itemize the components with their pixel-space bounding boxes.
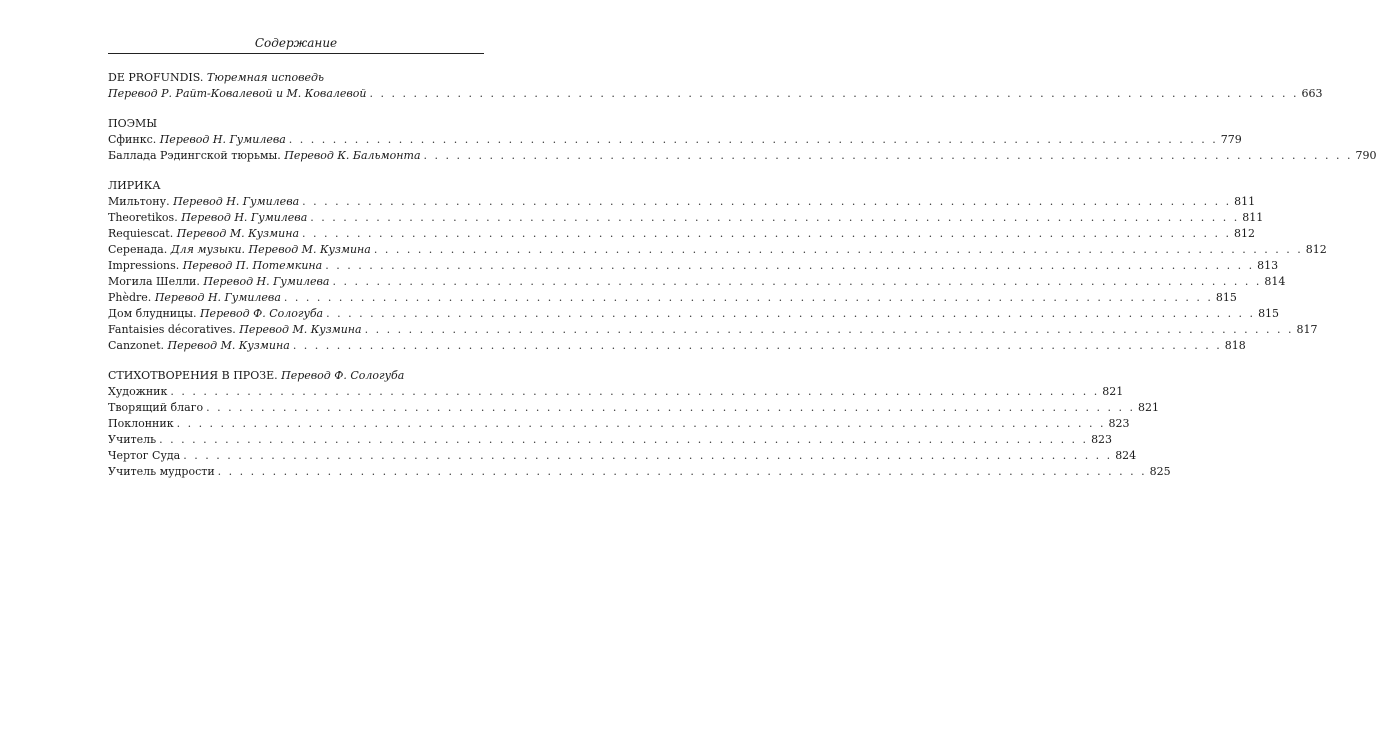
page-number: 811 [1234,195,1256,208]
entry-title: Canzonet. [108,339,168,352]
entry-title: Учитель [108,433,157,446]
leader-dots: . . . . . . . . . . . . . . . . . . . . . . . . . . . . . . . . . . . . . . . . . . . . . . . . . . . . . . . . . . . . . . . . . . . . . . . . . . . . . . . . . . . . . [288,133,1218,146]
entry-title: Дом блудницы. [108,307,200,320]
section-lyrics [108,178,1327,354]
page-number: 815 [1215,291,1237,304]
entry-translator: Перевод Н. Гумилева [154,291,281,304]
entry-title: Серенада. [108,243,171,256]
page-number: 823 [1108,417,1130,430]
leader-dots: . . . . . . . . . . . . . . . . . . . . . . . . . . . . . . . . . . . . . . . . . . . . . . . . . . . . . . . . . . . . . . . . . . . . . . . . . . . . . . . . . . . . . [292,339,1222,352]
leader-dots: . . . . . . . . . . . . . . . . . . . . . . . . . . . . . . . . . . . . . . . . . . . . . . . . . . . . . . . . . . . . . . . . . . . . . . . . . . . . . . . . . . . . . [373,243,1303,256]
entry-title: Fantaisies décoratives. [108,323,240,336]
entry-translator: Перевод Н. Гумилева [159,133,286,146]
entry-title: Чертог Суда [108,449,181,462]
table-of-contents [108,70,1376,494]
entry-title: Художник [108,385,168,398]
section-heading-translator: Перевод Ф. Сологуба [281,369,405,382]
page-number: 823 [1091,433,1113,446]
section-heading: ЛИРИКА [108,179,161,192]
section-heading: ПОЭМЫ [108,117,158,130]
page-number: 821 [1138,401,1160,414]
toc-entry [108,226,1255,242]
leader-dots: . . . . . . . . . . . . . . . . . . . . . . . . . . . . . . . . . . . . . . . . . . . . . . . . . . . . . . . . . . . . . . . . . . . . . . . . . . . . . . . . . . . . . [283,291,1213,304]
entry-translator: Перевод Н. Гумилева [203,275,330,288]
leader-dots: . . . . . . . . . . . . . . . . . . . . . . . . . . . . . . . . . . . . . . . . . . . . . . . . . . . . . . . . . . . . . . . . . . . . . . . . . . . . . . . . . . . . . [176,417,1106,430]
toc-entry [108,400,1160,416]
entry-title: Сфинкс. [108,133,160,146]
leader-dots: . . . . . . . . . . . . . . . . . . . . . . . . . . . . . . . . . . . . . . . . . . . . . . . . . . . . . . . . . . . . . . . . . . . . . . . . . . . . . . . . . . . . . [206,401,1136,414]
entry-translator: Перевод М. Кузмина [167,339,290,352]
entry-title: Impressions. [108,259,183,272]
toc-entry [108,338,1246,354]
entry-translator: Перевод М. Кузмина [239,323,362,336]
entry-translator: Для музыки. Перевод М. Кузмина [170,243,371,256]
entry-title: Поклонник [108,417,174,430]
entry-translator: Перевод Н. Гумилева [173,195,300,208]
toc-entry [108,132,1242,148]
leader-dots: . . . . . . . . . . . . . . . . . . . . . . . . . . . . . . . . . . . . . . . . . . . . . . . . . . . . . . . . . . . . . . . . . . . . . . . . . . . . . . . . . . . . . [302,227,1231,240]
entry-translator: Перевод М. Кузмина [176,227,300,240]
page-number: 663 [1301,87,1323,100]
leader-dots: . . . . . . . . . . . . . . . . . . . . . . . . . . . . . . . . . . . . . . . . . . . . . . . . . . . . . . . . . . . . . . . . . . . . . . . . . . . . . . . . . . . . . [369,87,1299,100]
toc-entry [108,274,1286,290]
entry-title: Phèdre. [108,291,155,304]
page-number: 811 [1242,211,1264,224]
page-number: 812 [1305,243,1327,256]
running-header: Содержание [254,36,338,50]
page-number: 824 [1115,449,1137,462]
leader-dots: . . . . . . . . . . . . . . . . . . . . . . . . . . . . . . . . . . . . . . . . . . . . . . . . . . . . . . . . . . . . . . . . . . . . . . . . . . . . . . . . . . . . . [183,449,1113,462]
leader-dots: . . . . . . . . . . . . . . . . . . . . . . . . . . . . . . . . . . . . . . . . . . . . . . . . . . . . . . . . . . . . . . . . . . . . . . . . . . . . . . . . . . . . . [159,433,1089,446]
entry-translator: Перевод Ф. Сологуба [199,307,324,320]
section-de-profundis [108,70,1323,102]
entry-translator: Перевод Н. Гумилева [181,211,308,224]
toc-entry [108,258,1279,274]
entry-title: Theoretikos. [108,211,182,224]
entry-title: Баллада Рэдингской тюрьмы. [108,149,285,162]
page-number: 825 [1149,465,1171,478]
entry-subtitle: Тюремная исповедь [206,71,324,84]
page-number: 814 [1264,275,1286,288]
entry-title: Мильтону. [108,195,174,208]
toc-entry [108,384,1124,400]
page-number: 818 [1224,339,1246,352]
toc-entry [108,194,1256,210]
toc-entry [108,432,1113,448]
page-number: 812 [1233,227,1255,240]
section-prose-poems [108,368,1171,480]
entry-title: Могила Шелли. [108,275,204,288]
header-rule [108,53,484,54]
entry-title: Requiescat. [108,227,177,240]
entry-title: Учитель мудрости [108,465,215,478]
page-number: 779 [1220,133,1242,146]
leader-dots: . . . . . . . . . . . . . . . . . . . . . . . . . . . . . . . . . . . . . . . . . . . . . . . . . . . . . . . . . . . . . . . . . . . . . . . . . . . . . . . . . . . . . [325,259,1255,272]
toc-entry [108,148,1376,164]
entry-translator: Перевод К. Бальмонта [284,149,421,162]
page-number: 821 [1102,385,1124,398]
toc-entry [108,86,1323,102]
page-number: 790 [1355,149,1376,162]
section-poems [108,116,1376,164]
toc-entry [108,416,1130,432]
leader-dots: . . . . . . . . . . . . . . . . . . . . . . . . . . . . . . . . . . . . . . . . . . . . . . . . . . . . . . . . . . . . . . . . . . . . . . . . . . . . . . . . . . . . . [423,149,1353,162]
toc-entry [108,70,484,86]
entry-translator: Перевод П. Потемкина [182,259,323,272]
leader-dots: . . . . . . . . . . . . . . . . . . . . . . . . . . . . . . . . . . . . . . . . . . . . . . . . . . . . . . . . . . . . . . . . . . . . . . . . . . . . . . . . . . . . . [302,195,1232,208]
page-number: 813 [1257,259,1279,272]
toc-entry [108,210,1264,226]
entry-translator: Перевод Р. Райт-Ковалевой и М. Ковалевой [108,87,367,100]
toc-entry [108,464,1171,480]
section-heading-title: СТИХОТВОРЕНИЯ В ПРОЗЕ. [108,369,282,382]
section-heading [108,368,484,384]
toc-entry [108,290,1237,306]
leader-dots: . . . . . . . . . . . . . . . . . . . . . . . . . . . . . . . . . . . . . . . . . . . . . . . . . . . . . . . . . . . . . . . . . . . . . . . . . . . . . . . . . . . . . [326,307,1256,320]
toc-entry [108,322,1318,338]
page-number: 817 [1296,323,1318,336]
entry-title: Творящий благо [108,401,204,414]
toc-entry [108,306,1280,322]
entry-title: DE PROFUNDIS. [108,71,207,84]
leader-dots: . . . . . . . . . . . . . . . . . . . . . . . . . . . . . . . . . . . . . . . . . . . . . . . . . . . . . . . . . . . . . . . . . . . . . . . . . . . . . . . . . . . . . [217,465,1147,478]
page-number: 815 [1258,307,1280,320]
leader-dots: . . . . . . . . . . . . . . . . . . . . . . . . . . . . . . . . . . . . . . . . . . . . . . . . . . . . . . . . . . . . . . . . . . . . . . . . . . . . . . . . . . . . . [310,211,1240,224]
leader-dots: . . . . . . . . . . . . . . . . . . . . . . . . . . . . . . . . . . . . . . . . . . . . . . . . . . . . . . . . . . . . . . . . . . . . . . . . . . . . . . . . . . . . . [364,323,1294,336]
toc-entry [108,242,1327,258]
leader-dots: . . . . . . . . . . . . . . . . . . . . . . . . . . . . . . . . . . . . . . . . . . . . . . . . . . . . . . . . . . . . . . . . . . . . . . . . . . . . . . . . . . . . . [332,275,1262,288]
leader-dots: . . . . . . . . . . . . . . . . . . . . . . . . . . . . . . . . . . . . . . . . . . . . . . . . . . . . . . . . . . . . . . . . . . . . . . . . . . . . . . . . . . . . . [170,385,1100,398]
toc-entry [108,448,1137,464]
